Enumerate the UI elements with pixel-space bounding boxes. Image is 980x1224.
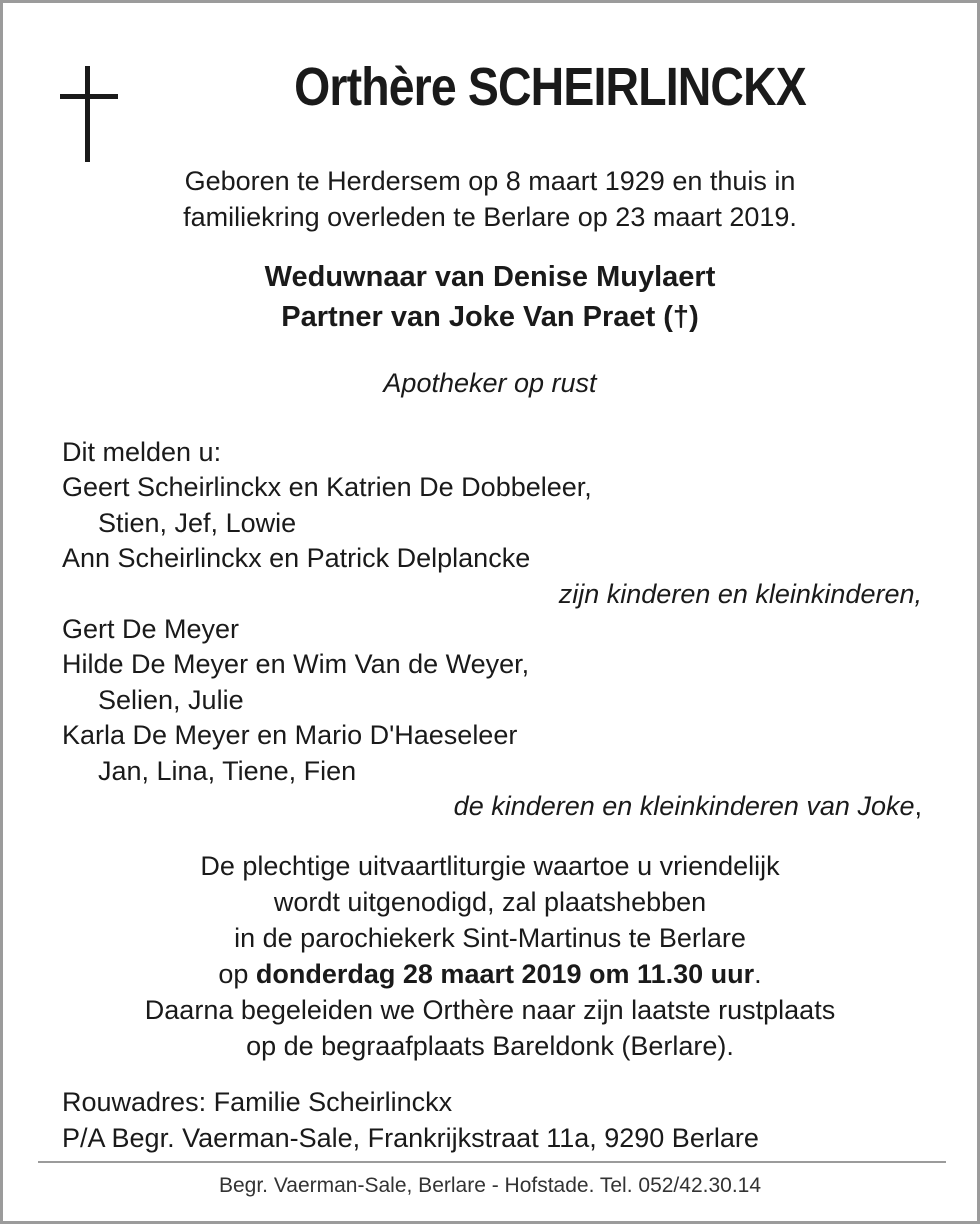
birth-death-line: familiekring overleden te Berlare op 23 maart 2019. — [183, 202, 797, 232]
latin-cross-icon — [60, 66, 118, 162]
announcement-intro: Dit melden u: — [62, 437, 222, 467]
family-member-line: Geert Scheirlinckx en Katrien De Dobbeleer, — [62, 472, 592, 503]
ceremony-line: op de begraafplaats Bareldonk (Berlare). — [246, 1031, 734, 1061]
birth-death-info — [3, 163, 977, 235]
ceremony-info — [3, 848, 977, 1064]
family-group-2 — [62, 612, 922, 789]
ceremony-line: wordt uitgenodigd, zal plaatshebben — [273, 887, 707, 917]
profession-text: Apotheker op rust — [383, 368, 597, 398]
family-role: de kinderen en kleinkinderen van Joke, — [453, 791, 922, 822]
family-member-line: Gert De Meyer — [62, 614, 240, 645]
family-group-1 — [62, 470, 922, 576]
announcement — [62, 435, 922, 824]
ceremony-line: De plechtige uitvaartliturgie waartoe u vriendelijk — [200, 851, 780, 881]
family-member-line: Hilde De Meyer en Wim Van de Weyer, — [62, 649, 530, 680]
mourning-address — [62, 1084, 759, 1156]
ceremony-datetime: donderdag 28 maart 2019 om 11.30 uur — [255, 959, 755, 989]
ceremony-line: op donderdag 28 maart 2019 om 11.30 uur. — [218, 959, 762, 989]
family-member-line: Jan, Lina, Tiene, Fien — [98, 755, 357, 786]
birth-death-line: Geboren te Herdersem op 8 maart 1929 en thuis in — [184, 166, 796, 196]
deceased-name: Orthère SCHEIRLINCKX — [294, 57, 806, 117]
family-member-line: Stien, Jef, Lowie — [98, 507, 297, 538]
divider — [38, 1161, 946, 1163]
relations — [3, 257, 977, 337]
address-line: P/A Begr. Vaerman-Sale, Frankrijkstraat 11a, 9290 Berlare — [62, 1123, 759, 1153]
family-role: zijn kinderen en kleinkinderen, — [558, 578, 922, 609]
relation-line: Partner van Joke Van Praet (†) — [281, 301, 699, 333]
profession — [3, 365, 977, 401]
ceremony-line: in de parochiekerk Sint-Martinus te Berlare — [234, 923, 746, 953]
ceremony-line: Daarna begeleiden we Orthère naar zijn laatste rustplaats — [144, 995, 836, 1025]
family-member-line: Karla De Meyer en Mario D'Haeseleer — [62, 720, 518, 751]
relation-line: Weduwnaar van Denise Muylaert — [264, 261, 716, 293]
family-member-line: Selien, Julie — [98, 684, 244, 715]
family-member-line: Ann Scheirlinckx en Patrick Delplancke — [62, 543, 531, 574]
funeral-home-footer: Begr. Vaerman-Sale, Berlare - Hofstade. Tel. 052/42.30.14 — [218, 1174, 762, 1197]
address-line: Rouwadres: Familie Scheirlinckx — [62, 1087, 453, 1117]
